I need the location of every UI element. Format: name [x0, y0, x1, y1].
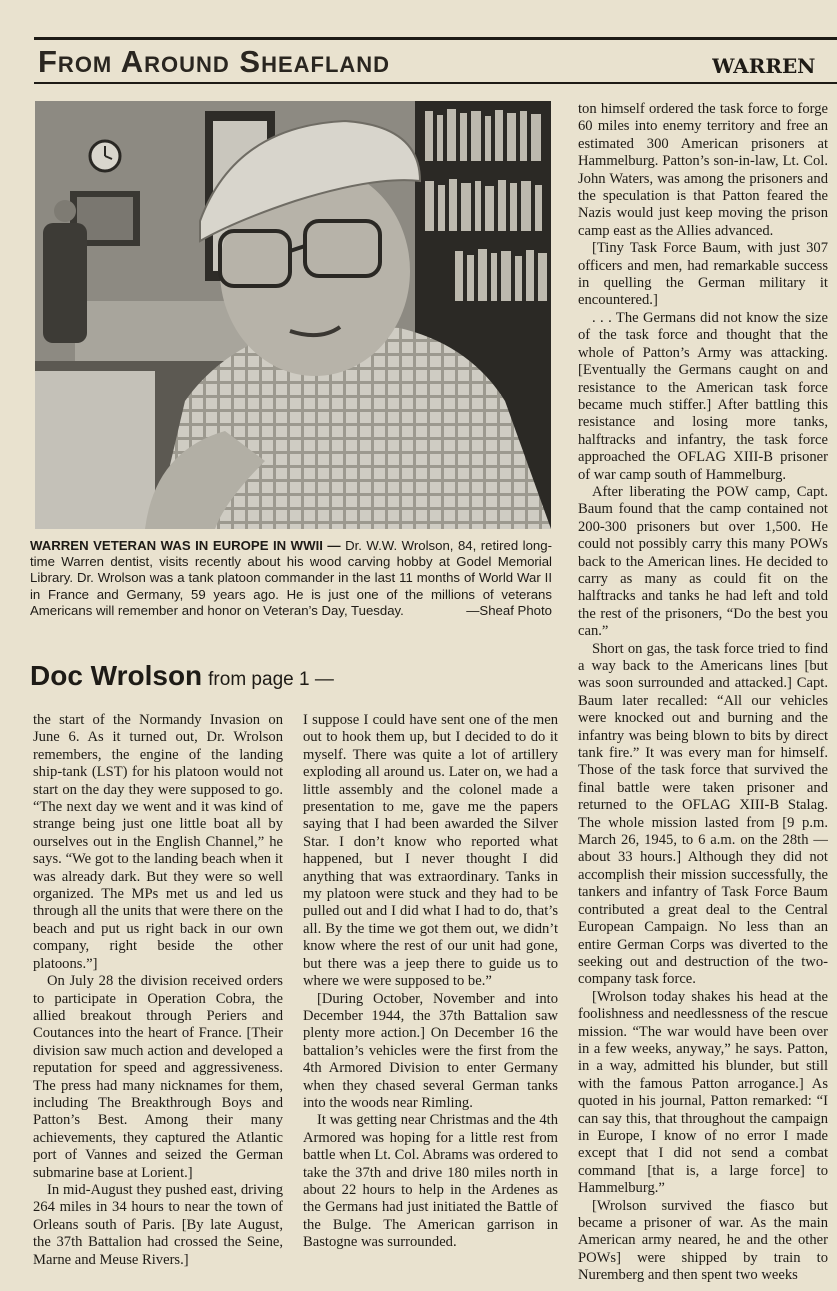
paragraph: [Tiny Task Force Baum, with just 307 officers and men, had remarkable success in quelling the German military it encountered.]: [578, 240, 828, 309]
paragraph: ton himself ordered the task force to forge 60 miles into enemy territory and free an estimated 300 American prisoners at Hammelburg. Patton’s son-in-law, Lt. Col. John Waters, was among the prisoners and the speculation is that Patton feared the Nazis would just keep moving the prison camp east as the Allies advanced.: [578, 101, 828, 239]
article-column-3: [578, 101, 828, 1291]
section-title: From Around Sheafland: [38, 44, 391, 79]
paragraph: After liberating the POW camp, Capt. Baum found that the camp contained not 200-300 prisoners but over 1,500. He could not possibly carry this many POWs back to the American lines. He decided to carry as many as could fit on the halftracks and tanks he had left and told the rest of the prisoners, “Do the best you can.”: [578, 483, 828, 640]
photo-caption: [30, 538, 552, 619]
header-bottom-rule: [34, 82, 837, 84]
paragraph: [Wrolson survived the fiasco but became a prisoner of war. As the main American army neared, he and the other POWs] were shipped by train to Nuremberg and then spent two weeks: [578, 1197, 828, 1284]
article-photo: [35, 101, 551, 529]
caption-body: Dr. W.W. Wrolson, 84, retired long-time Warren dentist, visits recently about his wood carving hobby at Godel Memorial Library. Dr. Wrolson was a tank platoon commander in the last 11 months of World War II in France and Germany, 59 years ago. He is just one of the millions of veterans Americans will remember and honor on Veteran’s Day, Tuesday.: [30, 538, 552, 618]
paragraph: the start of the Normandy Invasion on June 6. As it turned out, Dr. Wrolson remembers, the engine of the landing ship-tank (LST) for his platoon would not start on the day they were supposed to go. “The next day we went and it was kind of strange being just one little boat all by ourselves out in the English Channel,” he says. “We got to the landing beach when it was already dark. But they were so well organized. The MPs met us and led us through all the units that were there on the beach and put us right back in our own company, right beside the other platoons.”]: [33, 712, 283, 972]
paragraph: In mid-August they pushed east, driving 264 miles in 34 hours to near the town of Orleans south of Paris. [By late August, the 37th Battalion had crossed the Seine, Marne and Meuse Rivers.]: [33, 1181, 283, 1268]
article-column-1: [33, 712, 283, 1291]
paragraph: On July 28 the division received orders to participate in Operation Cobra, the allied breakout through Periers and Coutances into the heart of France. [Their division saw much action and developed a reputation for speed and aggressiveness. The press had many nicknames for them, including The Breakthrough Boys and Patton’s Best. Among their many achievements, they captured the Atlantic port of Vannes and seized the German submarine base at Lorient.]: [33, 973, 283, 1181]
paragraph: I suppose I could have sent one of the men out to hook them up, but I decided to do it myself. There was quite a lot of artillery exploding all around us. Later on, we had a little assembly and the colonel made a presentation to me, gave me the papers saying that I had been awarded the Silver Star. I don’t know who reported what happened, but I never thought I did anything that was extraordinary. Tanks in my platoon were stuck and they had to be pulled out and I did what I had to do, that’s all. By the time we got them out, we didn’t know where the rest of our unit had gone, but there was a jeep there to guide us to where we were supposed to be.”: [303, 712, 558, 990]
paragraph: [Wrolson today shakes his head at the foolishness and needlessness of the rescue mission. “The war would have been over in a few weeks, anyway,” he says. Patton, in a way, admitted his blunder, but still with the famous Patton arrogance.] As quoted in his journal, Patton remarked: “I can say this, that throughout the campaign in Europe, I know of no error I made except that I did not send a combat command [that is, a large force] to Hammelburg.”: [578, 988, 828, 1197]
caption-lead: WARREN VETERAN WAS IN EUROPE IN WWII —: [30, 538, 341, 553]
paragraph: It was getting near Christmas and the 4th Armored was hoping for a little rest from battle when Lt. Col. Abrams was ordered to take the 37th and drive 180 miles north in about 22 hours to help in the Ardenes as the Germans had just initiated the Battle of the Bulge. The American garrison in Bastogne was surrounded.: [303, 1112, 558, 1251]
article-column-2: [303, 712, 558, 1291]
masthead-logo: WARREN: [712, 54, 816, 78]
article-headline: [30, 660, 334, 692]
headline-title: Doc Wrolson: [30, 660, 203, 691]
paragraph: Short on gas, the task force tried to find a way back to the Americans lines [but was soon surrounded and attacked.] Capt. Baum later recalled: “All our vehicles were knocked out and burning and the infantry was being blown to bits by direct tank fire.” It was every man for himself. Those of the task force that survived the final battle were taken prisoner and returned to the OFLAG XIII-B Stalag. The whole mission lasted from [9 p.m. March 26, 1945, to 6 a.m. on the 28th — about 33 hours.] Although they did not accomplish their mission successfully, the tankers and infantry of Task Force Baum contributed a great deal to the Central European Campaign. No less than an entire German Corps was diverted to the seeking out and destruction of the two-company task force.: [578, 640, 828, 988]
paragraph: . . . The Germans did not know the size of the task force and thought that the whole of Patton’s Army was attacking. [Eventually the Germans caught on and resistance to the American task force became much stiffer.] After battling this resistance and losing more tanks, halftracks and infantry, the task force approached the OFLAG XIII-B prisoner of war camp south of Hammelburg.: [578, 309, 828, 483]
header-top-rule: [34, 37, 837, 40]
photo-credit: —Sheaf Photo: [466, 602, 552, 618]
paragraph: [During October, November and into December 1944, the 37th Battalion saw plenty more action.] On December 16 the battalion’s vehicles were the first from the 4th Armored Division to enter Germany when they chased several German tanks into the woods near Rimling.: [303, 990, 558, 1111]
jump-line: from page 1 —: [208, 669, 334, 690]
